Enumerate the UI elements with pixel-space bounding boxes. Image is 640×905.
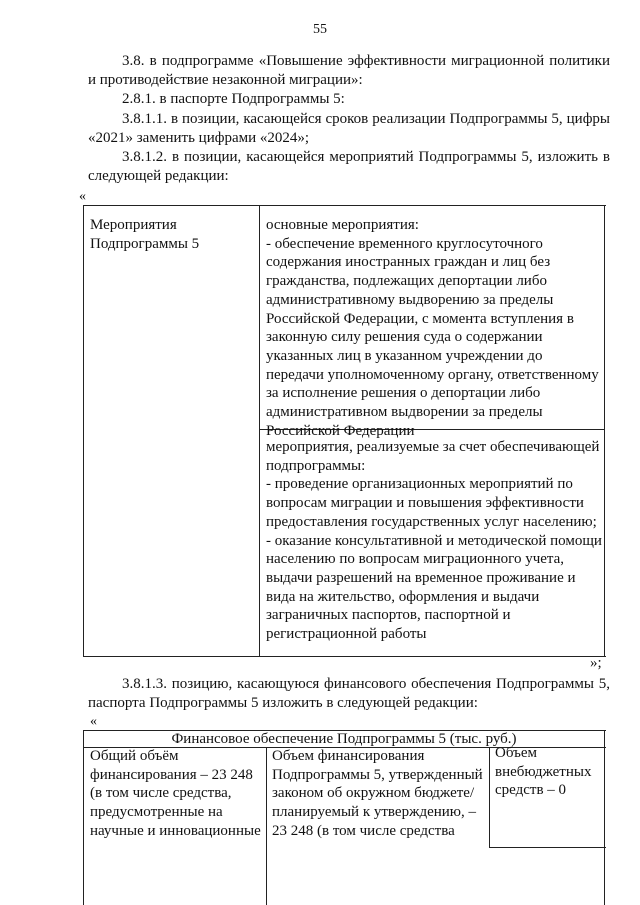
table2-budget-cell: Объем финансирования Подпрограммы 5, утвержденный законом об окружном бюджете/ планируемый к утверждению, – 23 248 (в том числе средства (272, 748, 483, 839)
table2-left-border (83, 730, 84, 905)
table2-col-divider-1 (266, 747, 267, 905)
paragraph-3-8-1-1: 3.8.1.1. в позиции, касающейся сроков реализации Подпрограммы 5, цифры «2021» заменить цифрами «2024»; (88, 111, 610, 146)
paragraph-3-8-1-3: 3.8.1.3. позицию, касающуюся финансового обеспечения Подпрограммы 5, паспорта Подпрограммы 5 изложить в следующей редакции: (88, 676, 610, 711)
table2-total-cell: Общий объём финансирования – 23 248 (в том числе средства, предусмотренные на научные и инновационные (90, 748, 261, 839)
table2-col-divider-2 (489, 747, 490, 848)
open-quote: « (79, 189, 86, 204)
page-number: 55 (313, 22, 327, 37)
open-quote-2: « (90, 714, 97, 729)
table-right-border (604, 205, 605, 657)
close-quote: »; (590, 655, 602, 671)
supporting-events-cell: мероприятия, реализуемые за счет обеспечивающей подпрограммы: - проведение организационных мероприятий по вопросам миграции и повышения эффективности предоставления государственных услуг населению; - оказание консультативной и методической помощи населению по вопросам миграционного учета, выдачи разрешений на временное проживание и вида на жительство, оформления и выдачи заграничных паспортов, паспортной и регистрационной работы (266, 439, 602, 643)
table2-cell-bottom (489, 847, 606, 848)
table-bottom-border (83, 656, 606, 657)
table2-header: Финансовое обеспечение Подпрограммы 5 (тыс. руб.) (171, 731, 517, 747)
table2-offbudget-cell: Объем внебюджетных средств – 0 (495, 745, 592, 799)
table-label-cell: Мероприятия Подпрограммы 5 (90, 217, 200, 252)
table-left-border (83, 205, 84, 657)
table-column-divider (259, 205, 260, 657)
table-top-border (83, 205, 606, 206)
paragraph-3-8-1-2: 3.8.1.2. в позиции, касающейся мероприятий Подпрограммы 5, изложить в следующей редакции: (88, 149, 610, 184)
paragraph-3-8-1: 2.8.1. в паспорте Подпрограммы 5: (122, 91, 345, 107)
table2-right-border (604, 730, 605, 905)
main-events-cell: основные мероприятия: - обеспечение временного круглосуточного содержания иностранных граждан и лиц без гражданства, подлежащих депортации либо административному выдворению за пределы Российской Федерации, с момента вступления в законную силу решения суда о содержании указанных лиц в указанном учреждении до передачи уполномоченному органу, ответственному за исполнение решения о депортации либо административном выдворении за пределы Российской Федерации (266, 217, 599, 439)
paragraph-3-8: 3.8. в подпрограмме «Повышение эффективности миграционной политики и противодействие незаконной миграции»: (88, 53, 610, 88)
